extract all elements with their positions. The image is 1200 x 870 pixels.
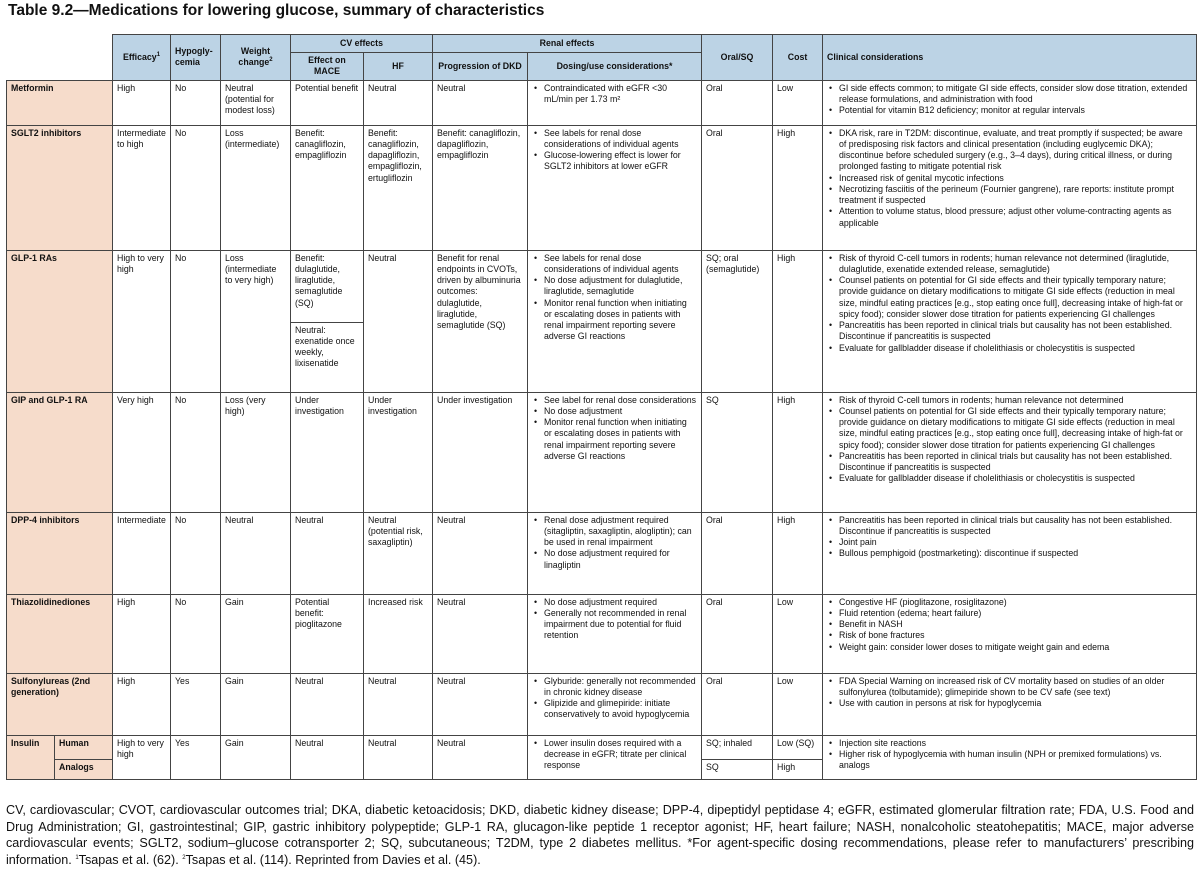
dosing-cell [528,735,702,779]
dkd-cell: Benefit: canagliflozin, dapagliflozin, empagliflozin [433,125,528,250]
cost-cell: High [773,512,823,594]
header-hypoglycemia: Hypogly-cemia [171,35,221,81]
cost-cell: High [773,125,823,250]
efficacy-cell: High to very high [113,250,171,392]
hypoglycemia-cell: No [171,512,221,594]
bullet-item: • FDA Special Warning on increased risk of CV mortality based on studies of an older sulfonylurea (tolbutamide); glimepiride shown to be CV safe (see text) [839,676,1192,699]
clinical-cell [823,125,1197,250]
drug-class-name: Insulin [7,735,55,759]
table-row [7,125,1197,250]
clinical-cell [823,392,1197,512]
weight-cell: Loss (intermediate to very high) [221,250,291,392]
cost-human-cell: Low (SQ) [773,735,823,759]
hypoglycemia-cell: No [171,250,221,392]
hf-cell: Neutral [364,80,433,125]
bullet-item: • Attention to volume status, blood pressure; adjust other volume-contracting agents as applicable [839,206,1192,229]
dosing-cell [528,512,702,594]
hypoglycemia-cell: No [171,392,221,512]
dosing-cell [528,594,702,673]
table-row [7,80,1197,125]
bullet-item: • See labels for renal dose considerations of individual agents [544,253,697,276]
dkd-cell: Under investigation [433,392,528,512]
route-analogs-cell: SQ [702,759,773,779]
drug-class-name: Metformin [7,80,113,125]
efficacy-cell: High [113,594,171,673]
bullet-item: • Joint pain [839,537,1192,548]
drug-class-name: DPP-4 inhibitors [7,512,113,594]
weight-cell: Gain [221,673,291,735]
bullet-item: • Risk of thyroid C-cell tumors in rodents; human relevance not determined (liraglutide, dulaglutide, exenatide extended release, semaglutide) [839,253,1192,276]
weight-cell: Gain [221,735,291,779]
header-cv-effects: CV effects [291,35,433,53]
dkd-cell: Neutral [433,80,528,125]
insulin-human-label: Human [55,735,113,759]
header-renal-effects: Renal effects [433,35,702,53]
route-cell: Oral [702,80,773,125]
drug-class-name: SGLT2 inhibitors [7,125,113,250]
mace-neutral-cell: Neutral: exenatide once weekly, lixisenatide [291,322,364,392]
footnote-ref-2: Tsapas et al. (114). Reprinted from Davies et al. (45). [185,853,481,868]
route-cell: Oral [702,673,773,735]
clinical-cell [823,512,1197,594]
efficacy-cell: Intermediate to high [113,125,171,250]
mace-benefit-cell: Benefit: dulaglutide, liraglutide, semaglutide (SQ) [291,250,364,322]
bullet-item: • Monitor renal function when initiating or escalating doses in patients with renal impairment reporting severe adverse GI reactions [544,417,697,462]
hf-cell: Benefit: canagliflozin, dapagliflozin, empagliflozin, ertugliflozin [364,125,433,250]
bullet-item: • No dose adjustment [544,406,697,417]
bullet-item: • Necrotizing fasciitis of the perineum (Fournier gangrene), rare reports: institute prompt treatment if suspected [839,184,1192,207]
bullet-item: • Pancreatitis has been reported in clinical trials but causality has not been established. Discontinue if pancreatitis is suspected [839,515,1192,538]
mace-cell: Neutral [291,512,364,594]
header-cost: Cost [773,35,823,81]
weight-cell: Loss (intermediate) [221,125,291,250]
hf-cell: Under investigation [364,392,433,512]
header-weight-change: Weight change$^2$ [221,35,291,81]
cost-cell: Low [773,673,823,735]
bullet-item: • Glyburide: generally not recommended in chronic kidney disease [544,676,697,699]
route-cell: Oral [702,594,773,673]
bullet-item: • Increased risk of genital mycotic infections [839,173,1192,184]
route-cell: Oral [702,125,773,250]
header-clinical: Clinical considerations [823,35,1197,81]
hypoglycemia-cell: Yes [171,735,221,779]
dosing-cell [528,392,702,512]
clinical-cell [823,673,1197,735]
bullet-item: • Pancreatitis has been reported in clinical trials but causality has not been established. Discontinue if pancreatitis is suspected [839,451,1192,474]
insulin-name-continuation [7,759,55,779]
clinical-cell [823,80,1197,125]
dosing-cell [528,250,702,392]
bullet-item: • Glucose-lowering effect is lower for SGLT2 inhibitors at lower eGFR [544,150,697,173]
clinical-cell [823,735,1197,779]
mace-cell: Potential benefit: pioglitazone [291,594,364,673]
bullet-item: • DKA risk, rare in T2DM: discontinue, evaluate, and treat promptly if suspected; be aware of predisposing risk factors and clinical presentation (including euglycemic DKA); discontinue before scheduled surgery (e.g., 3–4 days), during critical illness, or during prolonged fasting to mitigate potential risk [839,128,1192,173]
table-row [7,250,1197,322]
bullet-item: • No dose adjustment required [544,597,697,608]
bullet-item: • Contraindicated with eGFR <30 mL/min per 1.73 m² [544,83,697,106]
hypoglycemia-cell: No [171,80,221,125]
bullet-item: • See label for renal dose considerations [544,395,697,406]
efficacy-cell: Very high [113,392,171,512]
hypoglycemia-cell: No [171,594,221,673]
bullet-item: • Renal dose adjustment required (sitagliptin, saxagliptin, alogliptin); can be used in renal impairment [544,515,697,549]
table-row [7,673,1197,735]
bullet-item: • Use with caution in persons at risk for hypoglycemia [839,698,1192,709]
weight-cell: Loss (very high) [221,392,291,512]
drug-class-name: GLP-1 RAs [7,250,113,392]
efficacy-cell: High to very high [113,735,171,779]
dkd-cell: Neutral [433,512,528,594]
bullet-item: • Monitor renal function when initiating or escalating doses in patients with renal impairment reporting severe adverse GI reactions [544,298,697,343]
route-human-cell: SQ; inhaled [702,735,773,759]
clinical-cell [823,594,1197,673]
bullet-item: • Higher risk of hypoglycemia with human insulin (NPH or premixed formulations) vs. analogs [839,749,1192,772]
header-progression-dkd: Progression of DKD [433,53,528,81]
mace-cell: Benefit: canagliflozin, empagliflozin [291,125,364,250]
route-cell: Oral [702,512,773,594]
route-cell: SQ; oral (semaglutide) [702,250,773,392]
bullet-item: • Counsel patients on potential for GI side effects and their typically temporary nature; provide guidance on dietary modifications to mitigate GI side effects (reduction in meal size, mindful eating practices [e.g., stop eating once full], decreasing intake of high-fat or spicy food); consider slower dose titration for patients experiencing GI challenges [839,406,1192,451]
header-effect-on-mace: Effect on MACE [291,53,364,81]
hf-cell: Increased risk [364,594,433,673]
hf-cell: Neutral [364,735,433,779]
bullet-item: • Evaluate for gallbladder disease if cholelithiasis or cholecystitis is suspected [839,473,1192,484]
dosing-cell [528,125,702,250]
bullet-item: • See labels for renal dose considerations of individual agents [544,128,697,151]
route-cell: SQ [702,392,773,512]
drug-class-name: GIP and GLP-1 RA [7,392,113,512]
medications-table [6,34,1197,780]
hypoglycemia-cell: No [171,125,221,250]
bullet-item: • Lower insulin doses required with a decrease in eGFR; titrate per clinical response [544,738,697,772]
dkd-cell: Neutral [433,594,528,673]
bullet-item: • Risk of bone fractures [839,630,1192,641]
bullet-item: • Congestive HF (pioglitazone, rosiglitazone) [839,597,1192,608]
drug-class-name: Thiazolidinediones [7,594,113,673]
footnote-sup-1: 1 [75,855,79,862]
header-corner [7,35,113,81]
drug-class-name: Sulfonylureas (2nd generation) [7,673,113,735]
table-row [7,594,1197,673]
efficacy-cell: High [113,80,171,125]
table-footnote [6,802,1194,869]
mace-cell: Potential benefit [291,80,364,125]
bullet-item: • Benefit in NASH [839,619,1192,630]
header-hf: HF [364,53,433,81]
header-row-1 [7,35,1197,53]
mace-cell: Neutral [291,673,364,735]
hf-cell: Neutral [364,250,433,392]
bullet-item: • Bullous pemphigoid (postmarketing): discontinue if suspected [839,548,1192,559]
efficacy-cell: High [113,673,171,735]
bullet-item: • Weight gain: consider lower doses to mitigate weight gain and edema [839,642,1192,653]
weight-cell: Neutral [221,512,291,594]
cost-cell: High [773,250,823,392]
cost-cell: Low [773,594,823,673]
table-row [7,512,1197,594]
bullet-item: • Potential for vitamin B12 deficiency; monitor at regular intervals [839,105,1192,116]
table-row [7,392,1197,512]
dkd-cell: Benefit for renal endpoints in CVOTs, driven by albuminuria outcomes: dulaglutide, liraglutide, semaglutide (SQ) [433,250,528,392]
cost-analogs-cell: High [773,759,823,779]
table-title: Table 9.2—Medications for lowering glucose, summary of characteristics [8,2,545,19]
dkd-cell: Neutral [433,673,528,735]
bullet-item: • No dose adjustment required for linagliptin [544,548,697,571]
bullet-item: • Counsel patients on potential for GI side effects and their typically temporary nature; provide guidance on dietary modifications to mitigate GI side effects (reduction in meal size, mindful eating practices [e.g., stop eating once full], decreasing intake of high-fat or spicy food); consider slower dose titration for patients experiencing GI challenges [839,275,1192,320]
bullet-item: • Pancreatitis has been reported in clinical trials but causality has not been established. Discontinue if pancreatitis is suspected [839,320,1192,343]
header-efficacy: Efficacy$^1$ [113,35,171,81]
bullet-item: • Injection site reactions [839,738,1192,749]
mace-cell: Under investigation [291,392,364,512]
table-row [7,735,1197,759]
dosing-cell [528,80,702,125]
bullet-item: • Glipizide and glimepiride: initiate conservatively to avoid hypoglycemia [544,698,697,721]
weight-cell: Gain [221,594,291,673]
header-dosing-use: Dosing/use considerations* [528,53,702,81]
footnote-abbreviations: CV, cardiovascular; CVOT, cardiovascular outcomes trial; DKA, diabetic ketoacidosis; DKD, diabetic kidney disease; DPP-4, dipeptidyl peptidase 4; eGFR, estimated glomerular filtration rate; FDA, U.S. Food and Drug Administration; GI, gastrointestinal; GIP, gastric inhibitory polypeptide; GLP-1 RA, glucagon-like peptide 1 receptor agonist; HF, heart failure; NASH, nonalcoholic steatohepatitis; MACE, major adverse cardiovascular events; SGLT2, sodium–glucose cotransporter 2; SQ, subcutaneous; T2DM, type 2 diabetes mellitus. *For agent-specific dosing recommendations, please refer to manufacturers’ prescribing information. [6,803,1194,868]
header-oral-sq: Oral/SQ [702,35,773,81]
insulin-analogs-label: Analogs [55,759,113,779]
mace-cell: Neutral [291,735,364,779]
dkd-cell: Neutral [433,735,528,779]
bullet-item: • GI side effects common; to mitigate GI side effects, consider slow dose titration, extended release formulations, and administration with food [839,83,1192,106]
clinical-cell [823,250,1197,392]
bullet-item: • Fluid retention (edema; heart failure) [839,608,1192,619]
dosing-cell [528,673,702,735]
hf-cell: Neutral [364,673,433,735]
hf-cell: Neutral (potential risk, saxagliptin) [364,512,433,594]
bullet-item: • Risk of thyroid C-cell tumors in rodents; human relevance not determined [839,395,1192,406]
hypoglycemia-cell: Yes [171,673,221,735]
footnote-sup-2: 2 [182,855,186,862]
cost-cell: High [773,392,823,512]
footnote-ref-1: Tsapas et al. (62). [78,853,179,868]
efficacy-cell: Intermediate [113,512,171,594]
bullet-item: • Generally not recommended in renal impairment due to potential for fluid retention [544,608,697,642]
cost-cell: Low [773,80,823,125]
bullet-item: • Evaluate for gallbladder disease if cholelithiasis or cholecystitis is suspected [839,343,1192,354]
weight-cell: Neutral (potential for modest loss) [221,80,291,125]
bullet-item: • No dose adjustment for dulaglutide, liraglutide, semaglutide [544,275,697,298]
